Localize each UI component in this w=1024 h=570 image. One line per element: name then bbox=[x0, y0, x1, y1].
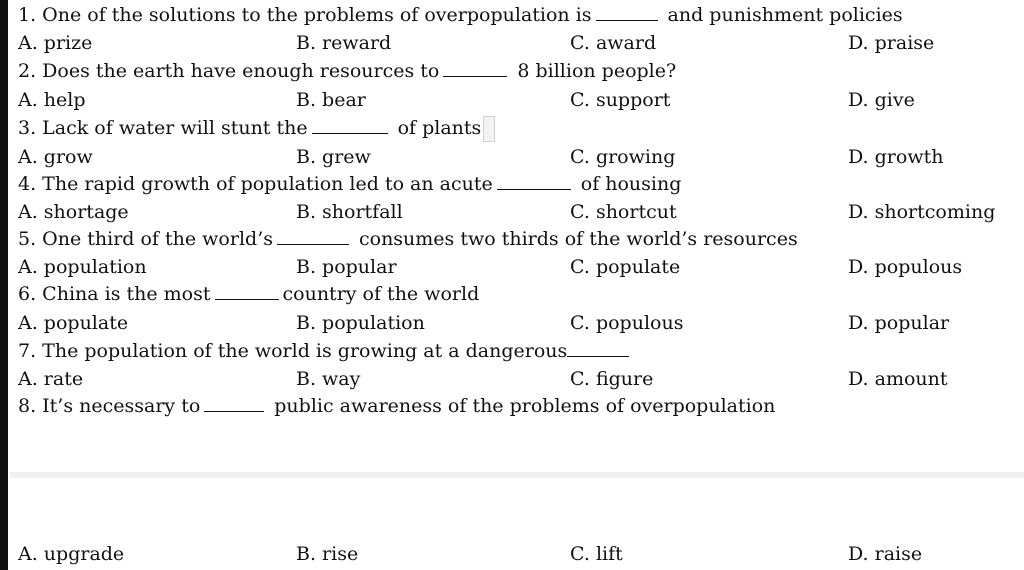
question-6-option-d[interactable]: D. popular bbox=[848, 312, 950, 334]
question-5-options bbox=[18, 253, 1018, 281]
question-1-option-d[interactable]: D. praise bbox=[848, 32, 935, 54]
question-2-text-after: 8 billion people? bbox=[517, 60, 677, 82]
question-4 bbox=[18, 170, 681, 198]
question-2-option-b[interactable]: B. bear bbox=[296, 89, 366, 111]
question-5-option-b[interactable]: B. popular bbox=[296, 256, 397, 278]
question-7-option-a[interactable]: A. rate bbox=[18, 368, 84, 390]
question-1 bbox=[18, 1, 903, 29]
question-3-option-c[interactable]: C. growing bbox=[570, 146, 676, 168]
question-4-option-d[interactable]: D. shortcoming bbox=[848, 201, 996, 223]
question-3 bbox=[18, 114, 495, 142]
question-7-options bbox=[18, 365, 1018, 393]
question-7-option-c[interactable]: C. figure bbox=[570, 368, 654, 390]
question-4-options bbox=[18, 198, 1018, 226]
question-2-option-a[interactable]: A. help bbox=[18, 89, 86, 111]
question-7-option-d[interactable]: D. amount bbox=[848, 368, 948, 390]
question-5-option-c[interactable]: C. populate bbox=[570, 256, 681, 278]
question-4-text-before: 4. The rapid growth of population led to an acute bbox=[18, 173, 493, 195]
question-5-option-d[interactable]: D. populous bbox=[848, 256, 963, 278]
question-7-blank[interactable] bbox=[567, 338, 629, 357]
question-6-blank[interactable] bbox=[215, 281, 279, 300]
question-8 bbox=[18, 392, 775, 420]
left-edge-bar bbox=[0, 0, 8, 570]
question-3-option-b[interactable]: B. grew bbox=[296, 146, 371, 168]
question-2-option-d[interactable]: D. give bbox=[848, 89, 915, 111]
question-5-text-before: 5. One third of the world’s bbox=[18, 228, 273, 250]
question-8-text-before: 8. It’s necessary to bbox=[18, 395, 201, 417]
question-5-option-a[interactable]: A. population bbox=[18, 256, 147, 278]
question-1-option-c[interactable]: C. award bbox=[570, 32, 657, 54]
question-3-option-a[interactable]: A. grow bbox=[18, 146, 93, 168]
question-4-option-b[interactable]: B. shortfall bbox=[296, 201, 403, 223]
question-8-option-d[interactable]: D. raise bbox=[848, 543, 923, 565]
question-6-option-b[interactable]: B. population bbox=[296, 312, 425, 334]
question-1-options bbox=[18, 29, 1018, 57]
question-6-text-before: 6. China is the most bbox=[18, 283, 211, 305]
question-8-text-after: public awareness of the problems of overpopulation bbox=[274, 395, 776, 417]
question-8-option-c[interactable]: C. lift bbox=[570, 543, 623, 565]
question-1-blank[interactable] bbox=[596, 2, 658, 21]
question-1-option-a[interactable]: A. prize bbox=[18, 32, 93, 54]
question-6 bbox=[18, 280, 479, 308]
question-6-option-c[interactable]: C. populous bbox=[570, 312, 684, 334]
question-2-options bbox=[18, 86, 1018, 114]
question-1-text-after: and punishment policies bbox=[667, 4, 903, 26]
question-3-text-before: 3. Lack of water will stunt the bbox=[18, 117, 308, 139]
question-6-options bbox=[18, 309, 1018, 337]
question-1-option-b[interactable]: B. reward bbox=[296, 32, 392, 54]
question-7-text-before: 7. The population of the world is growing at a dangerous bbox=[18, 340, 568, 362]
question-3-text-after: of plants bbox=[397, 117, 482, 139]
question-1-text-before: 1. One of the solutions to the problems of overpopulation is bbox=[18, 4, 592, 26]
question-6-option-a[interactable]: A. populate bbox=[18, 312, 129, 334]
text-cursor-box bbox=[483, 116, 495, 142]
question-8-options bbox=[18, 540, 1018, 568]
question-3-options bbox=[18, 143, 1018, 171]
section-divider bbox=[10, 472, 1024, 478]
question-3-option-d[interactable]: D. growth bbox=[848, 146, 944, 168]
question-4-option-a[interactable]: A. shortage bbox=[18, 201, 129, 223]
question-7-option-b[interactable]: B. way bbox=[296, 368, 361, 390]
question-2-text-before: 2. Does the earth have enough resources to bbox=[18, 60, 440, 82]
question-7 bbox=[18, 337, 633, 365]
question-2-option-c[interactable]: C. support bbox=[570, 89, 671, 111]
question-5-text-after: consumes two thirds of the world’s resources bbox=[358, 228, 798, 250]
question-8-option-b[interactable]: B. rise bbox=[296, 543, 359, 565]
question-5 bbox=[18, 225, 798, 253]
question-2-blank[interactable] bbox=[443, 58, 507, 77]
question-6-text-after: country of the world bbox=[282, 283, 480, 305]
question-4-blank[interactable] bbox=[497, 171, 571, 190]
question-8-blank[interactable] bbox=[204, 393, 264, 412]
question-4-text-after: of housing bbox=[580, 173, 682, 195]
question-8-option-a[interactable]: A. upgrade bbox=[18, 543, 125, 565]
question-2 bbox=[18, 57, 676, 85]
question-4-option-c[interactable]: C. shortcut bbox=[570, 201, 677, 223]
question-3-blank[interactable] bbox=[312, 115, 388, 134]
question-5-blank[interactable] bbox=[277, 226, 349, 245]
